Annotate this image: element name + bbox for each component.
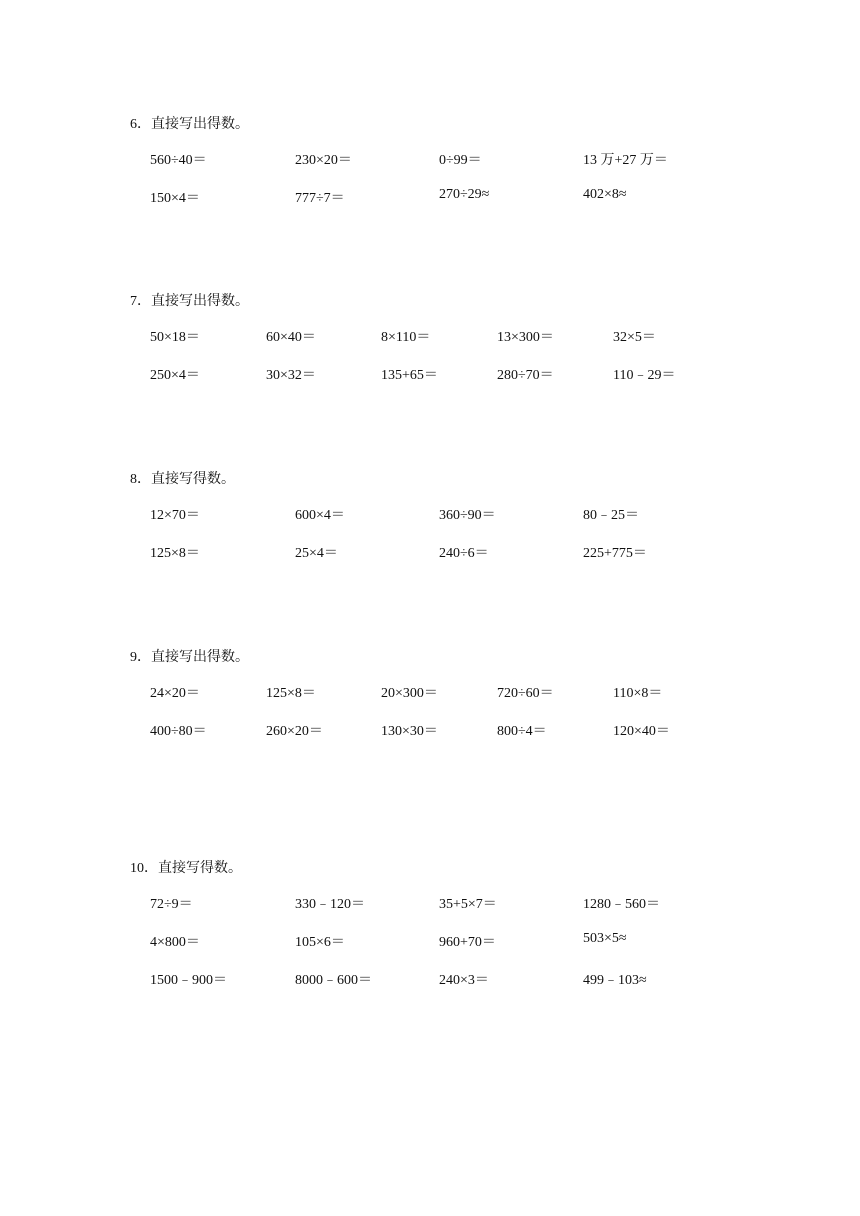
arithmetic-problem: 13 万+27 万＝: [583, 153, 668, 168]
arithmetic-problem: 35+5×7＝: [439, 897, 497, 912]
arithmetic-problem: 125×8＝: [150, 546, 200, 561]
arithmetic-problem: 400÷80＝: [150, 724, 207, 739]
arithmetic-problem: 260×20＝: [266, 724, 323, 739]
arithmetic-problem: 120×40＝: [613, 724, 670, 739]
arithmetic-problem: 800÷4＝: [497, 724, 547, 739]
arithmetic-problem: 330﹣120＝: [295, 897, 365, 912]
arithmetic-problem: 720÷60＝: [497, 686, 554, 701]
arithmetic-problem: 110×8＝: [613, 686, 663, 701]
exercise-heading: 9．直接写出得数。: [130, 650, 249, 665]
problem-row: [0, 969, 860, 989]
arithmetic-problem: 360÷90＝: [439, 508, 496, 523]
arithmetic-problem: 960+70＝: [439, 935, 496, 950]
arithmetic-problem: 402×8≈: [583, 187, 627, 202]
problem-row: [0, 364, 860, 384]
exercise-heading: 8．直接写得数。: [130, 472, 235, 487]
exercise-heading: 6．直接写出得数。: [130, 117, 249, 132]
problem-row: [0, 931, 860, 951]
problem-row: [0, 326, 860, 346]
arithmetic-problem: 250×4＝: [150, 368, 200, 383]
problem-row: [0, 149, 860, 169]
arithmetic-problem: 1280﹣560＝: [583, 897, 660, 912]
arithmetic-problem: 4×800＝: [150, 935, 200, 950]
arithmetic-problem: 503×5≈: [583, 931, 627, 946]
arithmetic-problem: 32×5＝: [613, 330, 656, 345]
arithmetic-problem: 80﹣25＝: [583, 508, 639, 523]
arithmetic-problem: 12×70＝: [150, 508, 200, 523]
problem-row: [0, 542, 860, 562]
problem-row: [0, 682, 860, 702]
problem-row: [0, 187, 860, 207]
arithmetic-problem: 270÷29≈: [439, 187, 490, 202]
arithmetic-problem: 230×20＝: [295, 153, 352, 168]
arithmetic-problem: 30×32＝: [266, 368, 316, 383]
arithmetic-problem: 8000﹣600＝: [295, 973, 372, 988]
arithmetic-problem: 600×4＝: [295, 508, 345, 523]
arithmetic-problem: 560÷40＝: [150, 153, 207, 168]
arithmetic-problem: 240÷6＝: [439, 546, 489, 561]
arithmetic-problem: 0÷99＝: [439, 153, 482, 168]
arithmetic-problem: 13×300＝: [497, 330, 554, 345]
arithmetic-problem: 110﹣29＝: [613, 368, 676, 383]
arithmetic-problem: 24×20＝: [150, 686, 200, 701]
exercise-heading: 10．直接写得数。: [130, 861, 242, 876]
problem-row: [0, 893, 860, 913]
arithmetic-problem: 135+65＝: [381, 368, 438, 383]
arithmetic-problem: 777÷7＝: [295, 191, 345, 206]
arithmetic-problem: 1500﹣900＝: [150, 973, 227, 988]
arithmetic-problem: 150×4＝: [150, 191, 200, 206]
arithmetic-problem: 280÷70＝: [497, 368, 554, 383]
arithmetic-problem: 25×4＝: [295, 546, 338, 561]
problem-row: [0, 720, 860, 740]
arithmetic-problem: 20×300＝: [381, 686, 438, 701]
arithmetic-problem: 499﹣103≈: [583, 973, 647, 988]
arithmetic-problem: 105×6＝: [295, 935, 345, 950]
arithmetic-problem: 125×8＝: [266, 686, 316, 701]
problem-row: [0, 504, 860, 524]
exercise-heading: 7．直接写出得数。: [130, 294, 249, 309]
arithmetic-problem: 130×30＝: [381, 724, 438, 739]
arithmetic-problem: 60×40＝: [266, 330, 316, 345]
arithmetic-problem: 225+775＝: [583, 546, 647, 561]
arithmetic-problem: 8×110＝: [381, 330, 431, 345]
arithmetic-problem: 240×3＝: [439, 973, 489, 988]
arithmetic-problem: 72÷9＝: [150, 897, 193, 912]
arithmetic-problem: 50×18＝: [150, 330, 200, 345]
